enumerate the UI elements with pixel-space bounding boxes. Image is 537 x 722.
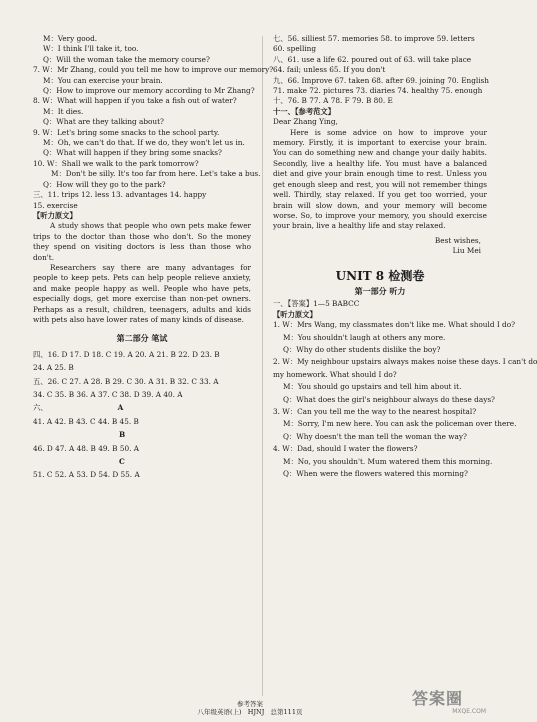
text-line: 8. W：What will happen if you take a fish out of water?	[33, 96, 237, 106]
answer-line: 51. C 52. A 53. D 54. D 55. A	[33, 470, 140, 480]
text-line: Q：How will they go to the park?	[43, 179, 166, 189]
paragraph: A study shows that people who own pets make fewer trips to the doctor than those who don't. So the money they spend on visiting doctors is less than those who don't.	[33, 221, 251, 262]
answer-line: 15. exercise	[33, 200, 78, 210]
text-line: Q：When were the flowers watered this morning?	[283, 469, 468, 479]
text-line: 1. W：Mrs Wang, my classmates don't like me. What should I do?	[273, 320, 515, 330]
text-line: M：Sorry, I'm new here. You can ask the policeman over there.	[283, 419, 517, 429]
unit-title: UNIT 8 检测卷	[335, 268, 425, 283]
answer-line: 五、26. C 27. A 28. B 29. C 30. A 31. B 32. C 33. A	[33, 376, 219, 386]
text-line: Q：Will the woman take the memory course?	[43, 54, 210, 64]
answer-line: 60. spelling	[273, 44, 317, 54]
answer-line: 九、66. Improve 67. taken 68. after 69. joining 70. English	[273, 75, 489, 85]
text-line: M：Oh, we can't do that. If we do, they won't let us in.	[43, 138, 245, 148]
section-heading: 【听力原文】	[273, 309, 317, 319]
text-line: W：I think I'll take it, too.	[43, 44, 139, 54]
answer-line: 71. make 72. pictures 73. diaries 74. healthy 75. enough	[273, 86, 483, 96]
text-line: Q：Why do other students dislike the boy?	[283, 344, 441, 354]
answer-line: 十、76. B 77. A 78. F 79. B 80. E	[273, 96, 393, 106]
text-line: Q：What are they talking about?	[43, 117, 164, 127]
text-line: M：No, you shouldn't. Mum watered them this morning.	[283, 456, 493, 466]
letter-signature: Liu Mei	[452, 246, 481, 256]
column-divider	[262, 36, 263, 696]
text-line: M：Very good.	[43, 34, 98, 43]
watermark-url: MXQE.COM	[452, 708, 486, 715]
text-line: Q：What does the girl's neighbour always do these days?	[283, 394, 495, 404]
left-column	[33, 34, 274, 481]
section-heading: 十一、【参考范文】	[273, 106, 336, 116]
text-line: 10. W：Shall we walk to the park tomorrow?	[33, 158, 199, 168]
answer-line: 七、56. silliest 57. memories 58. to improve 59. letters	[273, 34, 475, 43]
text-line: Q：Why doesn't the man tell the woman the way?	[283, 431, 467, 441]
answer-line: 一、【答案】1—5 BABCC	[273, 299, 360, 309]
text-line: M：You should go upstairs and tell him about it.	[283, 382, 462, 392]
answer-line: 34. C 35. B 36. A 37. C 38. D 39. A 40. A	[33, 390, 183, 399]
section-title: 第二部分 笔试	[116, 333, 168, 344]
letter-salutation: Dear Zhang Ying,	[273, 117, 338, 127]
paragraph: Here is some advice on how to improve your memory. Firstly, it is important to exercise your brain. You can do something new and change your daily habits. Secondly, live a healthy life. You must have a balanced diet and give your brain enough time to rest. Unless you get enough sleep and rest, you will not remember things well. Thirdly, stay relaxed. If you get too worried, your brain will slow down, and your memory will become worse. So, to improve your memory, you should exercise your brain, live a healthy life and stay relaxed.	[273, 127, 487, 231]
section-title: 第一部分 听力	[354, 285, 406, 296]
text-line: 7. W：Mr Zhang, could you tell me how to improve our memory?	[33, 65, 274, 75]
section-heading: 【听力原文】	[33, 210, 77, 220]
section-label: 六、	[33, 403, 48, 413]
answer-group-header	[33, 403, 251, 413]
watermark-logo	[412, 686, 492, 716]
answer-line: 41. A 42. B 43. C 44. B 45. B	[33, 416, 139, 426]
text-line: M：It dies.	[43, 106, 84, 116]
answer-line: 64. fail; unless 65. If you don't	[273, 65, 386, 75]
text-line: M：You shouldn't laugh at others any more.	[283, 332, 446, 342]
text-line: M：Don't be silly. It's too far from here. Let's take a bus.	[51, 169, 261, 179]
text-line: my homework. What should I do?	[273, 369, 397, 379]
group-letter: A	[117, 403, 124, 413]
answer-line: 24. A 25. B	[33, 363, 74, 373]
answer-line: 46. D 47. A 48. B 49. B 50. A	[33, 443, 140, 453]
watermark-text: 答案圈	[412, 689, 464, 708]
text-line: M：You can exercise your brain.	[43, 75, 163, 85]
group-letter: B	[119, 430, 126, 440]
answer-line: 四、16. D 17. D 18. C 19. A 20. A 21. B 22. D 23. B	[33, 349, 220, 359]
paragraph: Researchers say there are many advantages for people to keep pets. Pets can help people relieve anxiety, and make people happy as well. People who have pets, especially dogs, get more exercise than non-pet owners. Perhaps as a result, children, teenagers, adults and kids with pets also have lower rates of many kinds of disease.	[33, 262, 251, 324]
answer-line: 三、11. trips 12. less 13. advantages 14. happy	[33, 190, 207, 200]
text-line: Q：What will happen if they bring some snacks?	[43, 148, 222, 158]
text-line: 4. W：Dad, should I water the flowers?	[273, 444, 418, 454]
text-line: Q：How to improve our memory according to Mr Zhang?	[43, 86, 255, 96]
page-footer: 参考答案 八年级英语(上) HJNJ 总第111页	[197, 700, 303, 716]
answer-line: 八、61. use a life 62. poured out of 63. will take place	[273, 54, 472, 64]
group-letter: C	[119, 457, 125, 467]
text-line: 3. W：Can you tell me the way to the nearest hospital?	[273, 407, 477, 416]
text-line: 9. W：Let's bring some snacks to the school party.	[33, 127, 220, 137]
right-column	[273, 34, 537, 479]
letter-closing: Best wishes,	[434, 235, 481, 245]
text-line: 2. W：My neighbour upstairs always makes noise these days. I can't do	[273, 357, 537, 367]
